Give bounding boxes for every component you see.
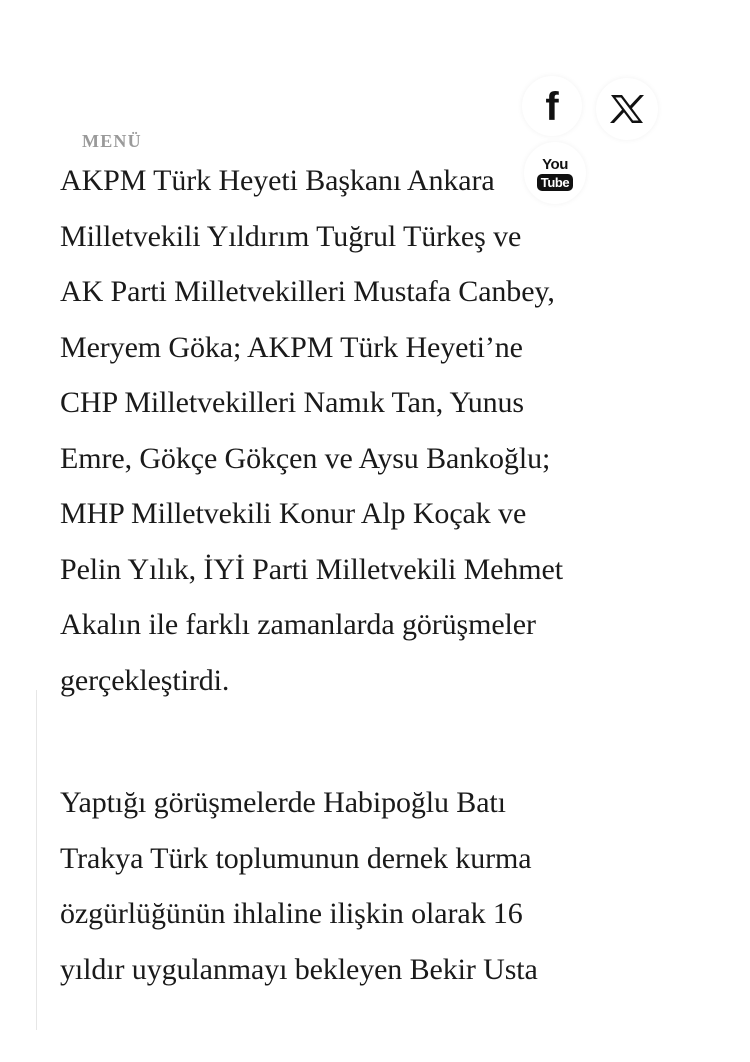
x-twitter-icon [605, 87, 649, 131]
youtube-icon-you: You [542, 156, 568, 173]
paragraph-line: özgürlüğünün ihlaline ilişkin olarak 16 [60, 897, 523, 930]
paragraph-line: Meryem Göka; AKPM Türk Heyeti’ne [60, 330, 523, 364]
paragraph-line: Yaptığı görüşmelerde Habipoğlu Batı [60, 786, 506, 819]
paragraph-line: Pelin Yılık, İYİ Parti Milletvekili Mehmet [60, 552, 563, 586]
menu-button[interactable]: MENÜ [78, 131, 146, 152]
paragraph-line: AKPM Türk Heyeti Başkanı Ankara [60, 164, 495, 197]
youtube-icon [537, 157, 574, 191]
paragraph-line: CHP Milletvekilleri Namık Tan, Yunus [60, 386, 524, 419]
paragraph-line: gerçekleştirdi. [60, 663, 230, 697]
article-paragraph-1 [60, 153, 720, 708]
left-divider-line [36, 690, 37, 1030]
article-paragraph-2 [60, 775, 720, 997]
youtube-link[interactable] [524, 142, 586, 204]
paragraph-line: MHP Milletvekili Konur Alp Koçak ve [60, 497, 527, 530]
paragraph-line: AK Parti Milletvekilleri Mustafa Canbey, [60, 275, 555, 308]
paragraph-line: Emre, Gökçe Gökçen ve Aysu Bankoğlu; [60, 441, 551, 475]
paragraph-line: Trakya Türk toplumunun dernek kurma [60, 841, 532, 875]
youtube-icon-tube: Tube [537, 174, 574, 191]
x-twitter-link[interactable] [596, 78, 658, 140]
paragraph-line: yıldır uygulanmayı bekleyen Bekir Usta [60, 952, 538, 986]
paragraph-line: Milletvekili Yıldırım Tuğrul Türkeş ve [60, 219, 522, 253]
facebook-link[interactable] [522, 76, 582, 136]
paragraph-line: Akalın ile farklı zamanlarda görüşmeler [60, 608, 536, 641]
facebook-icon: f [545, 85, 559, 129]
